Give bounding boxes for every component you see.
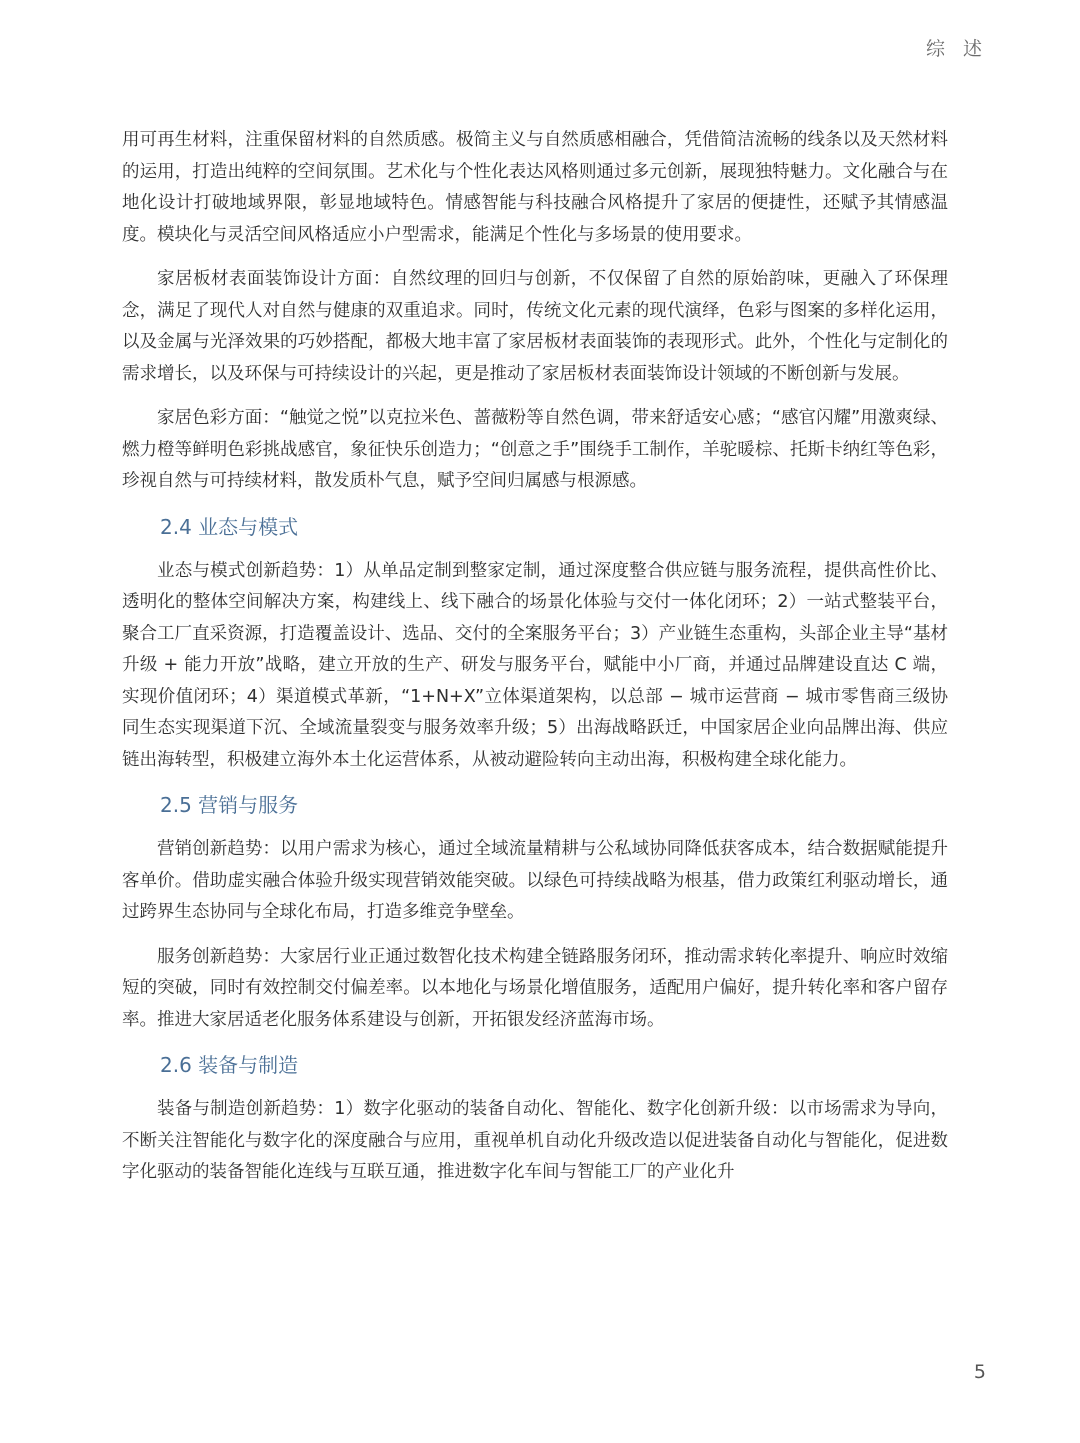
section-heading-2-5: 2.5 营销与服务 — [160, 793, 299, 817]
section-heading-2-6: 2.6 装备与制造 — [160, 1053, 299, 1077]
page-content — [122, 125, 948, 1189]
spacer — [122, 929, 948, 942]
section-heading-2-4: 2.4 业态与模式 — [160, 514, 299, 539]
section-heading-block — [122, 1050, 948, 1080]
running-header: 综 述 — [925, 38, 988, 60]
page-number: 5 — [973, 1361, 986, 1383]
spacer — [122, 251, 948, 264]
paragraph-business-models: 业态与模式创新趋势：1）从单品定制到整家定制，通过深度整合供应链与服务流程，提供高性价比、透明化的整体空间解决方案，构建线上、线下融合的场景化体验与交付一体化闭环；2）一站式整装平台，聚合工厂直采资源，打造覆盖设计、选品、交付的全案服务平台；3）产业链生态重构，头部企业主导“基材升级 + 能力开放”战略，建立开放的生产、研发与服务平台，赋能中小厂商，并通过品牌建设直达 C 端，实现价值闭环；4）渠道模式革新，“1+N+X”立体渠道架构，以总部 − 城市运营商 − 城市零售商三级协同生态实现渠道下沉、全域流量裂变与服务效率升级；5）出海战略跃迁，中国家居企业向品牌出海、供应链出海转型，积极建立海外本土化运营体系，从被动避险转向主动出海，积极构建全球化能力。 — [122, 560, 948, 770]
paragraph-marketing: 营销创新趋势：以用户需求为核心，通过全域流量精耕与公私域协同降低获客成本，结合数据赋能提升客单价。借助虚实融合体验升级实现营销效能突破。以绿色可持续战略为根基，借力政策红利驱动增长，通过跨界生态协同与全球化布局，打造多维竞争壁垒。 — [122, 839, 948, 922]
paragraph-equipment-manufacturing: 装备与制造创新趋势：1）数字化驱动的装备自动化、智能化、数字化创新升级：以市场需求为导向，不断关注智能化与数字化的深度融合与应用，重视单机自动化升级改造以促进装备自动化与智能化，促进数字化驱动的装备智能化连线与互联互通，推进数字化车间与智能工厂的产业化升 — [122, 1099, 948, 1182]
paragraph-home-colors: 家居色彩方面：“触觉之悦”以克拉米色、蔷薇粉等自然色调，带来舒适安心感；“感官闪耀”用激爽绿、燃力橙等鲜明色彩挑战感官，象征快乐创造力；“创意之手”围绕手工制作，羊驼暖棕、托斯卡纳红等色彩，珍视自然与可持续材料，散发质朴气息，赋予空间归属感与根源感。 — [122, 408, 948, 491]
paragraph-service: 服务创新趋势：大家居行业正通过数智化技术构建全链路服务闭环，推动需求转化率提升、响应时效缩短的突破，同时有效控制交付偏差率。以本地化与场景化增值服务，适配用户偏好，提升转化率和客户留存率。推进大家居适老化服务体系建设与创新，开拓银发经济蓝海市场。 — [122, 946, 948, 1030]
section-heading-block — [122, 512, 948, 542]
paragraph-board-decoration: 家居板材表面装饰设计方面：自然纹理的回归与创新，不仅保留了自然的原始韵味，更融入了环保理念，满足了现代人对自然与健康的双重追求。同时，传统文化元素的现代演绎，色彩与图案的多样化运用，以及金属与光泽效果的巧妙搭配，都极大地丰富了家居板材表面装饰的表现形式。此外，个性化与定制化的需求增长，以及环保与可持续设计的兴起，更是推动了家居板材表面装饰设计领域的不断创新与发展。 — [122, 269, 948, 384]
spacer — [122, 390, 948, 403]
section-heading-block — [122, 790, 948, 820]
paragraph-continued: 用可再生材料，注重保留材料的自然质感。极简主义与自然质感相融合，凭借简洁流畅的线条以及天然材料的运用，打造出纯粹的空间氛围。艺术化与个性化表达风格则通过多元创新，展现独特魅力。文化融合与在地化设计打破地域界限，彰显地域特色。情感智能与科技融合风格提升了家居的便捷性，还赋予其情感温度。模块化与灵活空间风格适应小户型需求，能满足个性化与多场景的使用要求。 — [122, 130, 948, 245]
